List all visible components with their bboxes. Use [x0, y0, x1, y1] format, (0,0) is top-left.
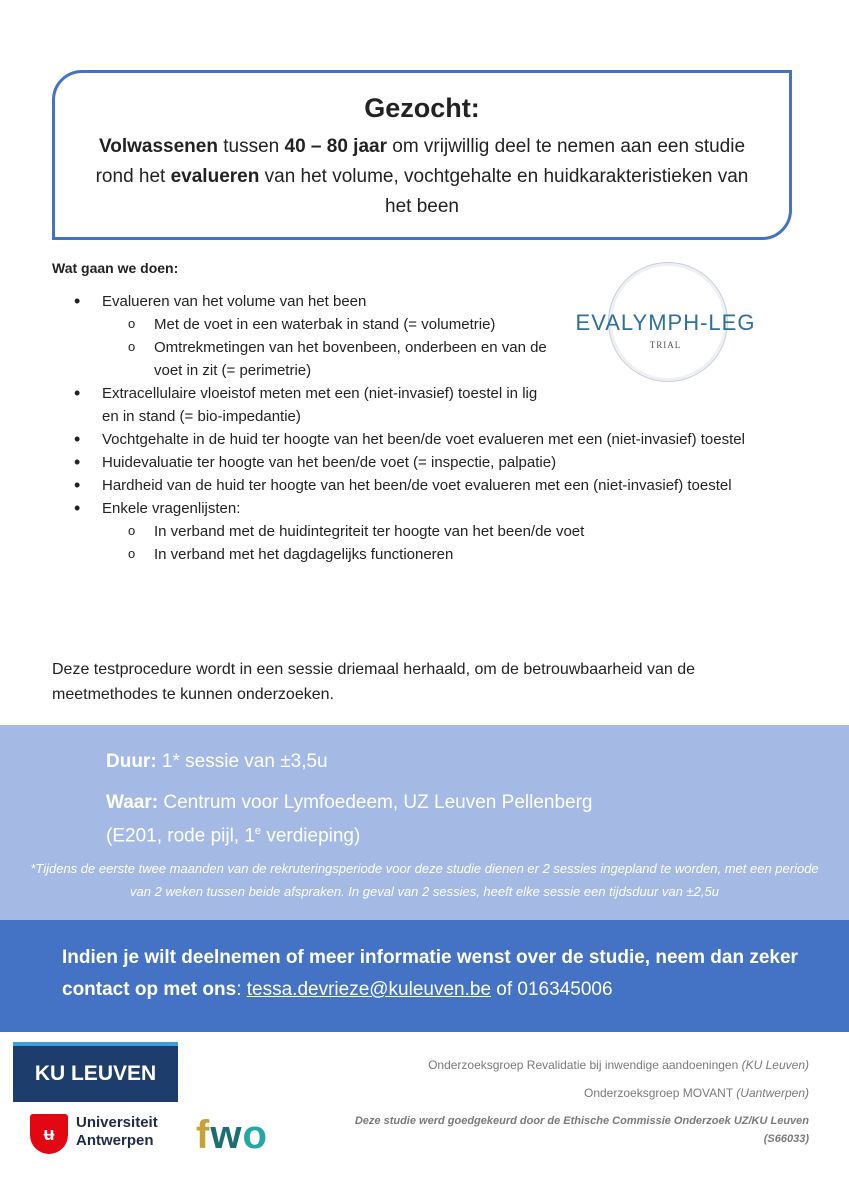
procedure-note: Deze testprocedure wordt in een sessie driemaal herhaald, om de betrouwbaarheid van de meetmethodes te kunnen onderzoeken. — [52, 661, 696, 703]
ethics-line: Deze studie werd goedgekeurd door de Ethische Commissie Onderzoek UZ/KU Leuven — [354, 1115, 809, 1127]
location-detail: (E201, rode pijl, 1e verdieping) — [106, 825, 361, 847]
list-item: • Huidevaluatie ter hoogte van het been/de voet (= inspectie, palpatie) — [52, 451, 752, 474]
sub-list-item: o In verband met de huidintegriteit ter hoogte van het been/de voet — [102, 520, 752, 543]
list-item: • Evalueren van het volume van het been o Met de voet in een waterbak in stand (= volumetrie) o Omtrekmetingen van het bovenbeen, onderbeen en van de voet in zit (= perimetrie) — [52, 290, 752, 382]
sub-list-item: o In verband met het dagdagelijks functioneren — [102, 543, 752, 566]
location-row: Waar: Centrum voor Lymfoedeem, UZ Leuven Pellenberg — [106, 792, 593, 813]
sub-list-item: o Omtrekmetingen van het bovenbeen, onderbeen en van de voet in zit (= perimetrie) — [102, 336, 552, 382]
contact-text: Indien je wilt deelnemen of meer informatie wenst over de studie, neem dan zeker contact op met ons: tessa.devrieze@kuleuven.be of 016345006 — [62, 947, 798, 1000]
hero-text: Volwassenen tussen 40 – 80 jaar om vrijwillig deel te nemen aan een studie rond het evalueren van het volume, vochtgehalte en huidkarakteristieken van het been — [95, 136, 749, 217]
evalymph-leg-logo — [568, 262, 763, 382]
sub-list-item: o Met de voet in een waterbak in stand (= volumetrie) — [102, 313, 552, 336]
logo-name: EVALYMPH-LEG — [575, 310, 756, 335]
email-link[interactable]: tessa.devrieze@kuleuven.be — [246, 979, 492, 1000]
credit-line: Onderzoeksgroep Revalidatie bij inwendige aandoeningen (KU Leuven) — [428, 1058, 809, 1072]
ua-shield-icon: ʉ — [30, 1114, 68, 1154]
fwo-logo: fwo — [196, 1113, 268, 1157]
duration-row: Duur: 1* sessie van ±3,5u — [106, 751, 328, 772]
credits — [329, 1056, 809, 1148]
details-band — [0, 725, 849, 920]
list-item: • Hardheid van de huid ter hoogte van het been/de voet evalueren met een (niet-invasief) toestel — [52, 474, 752, 497]
ethics-code: (S66033) — [763, 1133, 809, 1145]
credit-line: Onderzoeksgroep MOVANT (Uantwerpen) — [584, 1086, 809, 1100]
section-heading: Wat gaan we doen: — [52, 260, 179, 276]
list-item: • Vochtgehalte in de huid ter hoogte van het been/de voet evalueren met een (niet-invasief) toestel — [52, 428, 752, 451]
hero-box — [52, 70, 792, 240]
page-title: Gezocht: — [364, 93, 480, 123]
contact-band — [0, 920, 849, 1032]
universiteit-antwerpen-logo: ʉ Universiteit Antwerpen — [30, 1112, 180, 1158]
logo-subtitle: TRIAL — [649, 340, 682, 350]
list-item: • Enkele vragenlijsten: o In verband met de huidintegriteit ter hoogte van het been/de voet o In verband met het dagdagelijks functioneren — [52, 497, 752, 566]
ku-leuven-logo: KU LEUVEN — [13, 1042, 178, 1102]
list-item: • Extracellulaire vloeistof meten met een (niet-invasief) toestel in lig en in stand (= bio-impedantie) — [52, 382, 552, 428]
footnote: *Tijdens de eerste twee maanden van de rekruteringsperiode voor deze studie dienen er 2 sessies ingepland te worden, met een periode van 2 weken tussen beide afspraken. In geval van 2 sessies, heeft elke sessie een tijdsduur van ±2,5u — [30, 861, 819, 899]
